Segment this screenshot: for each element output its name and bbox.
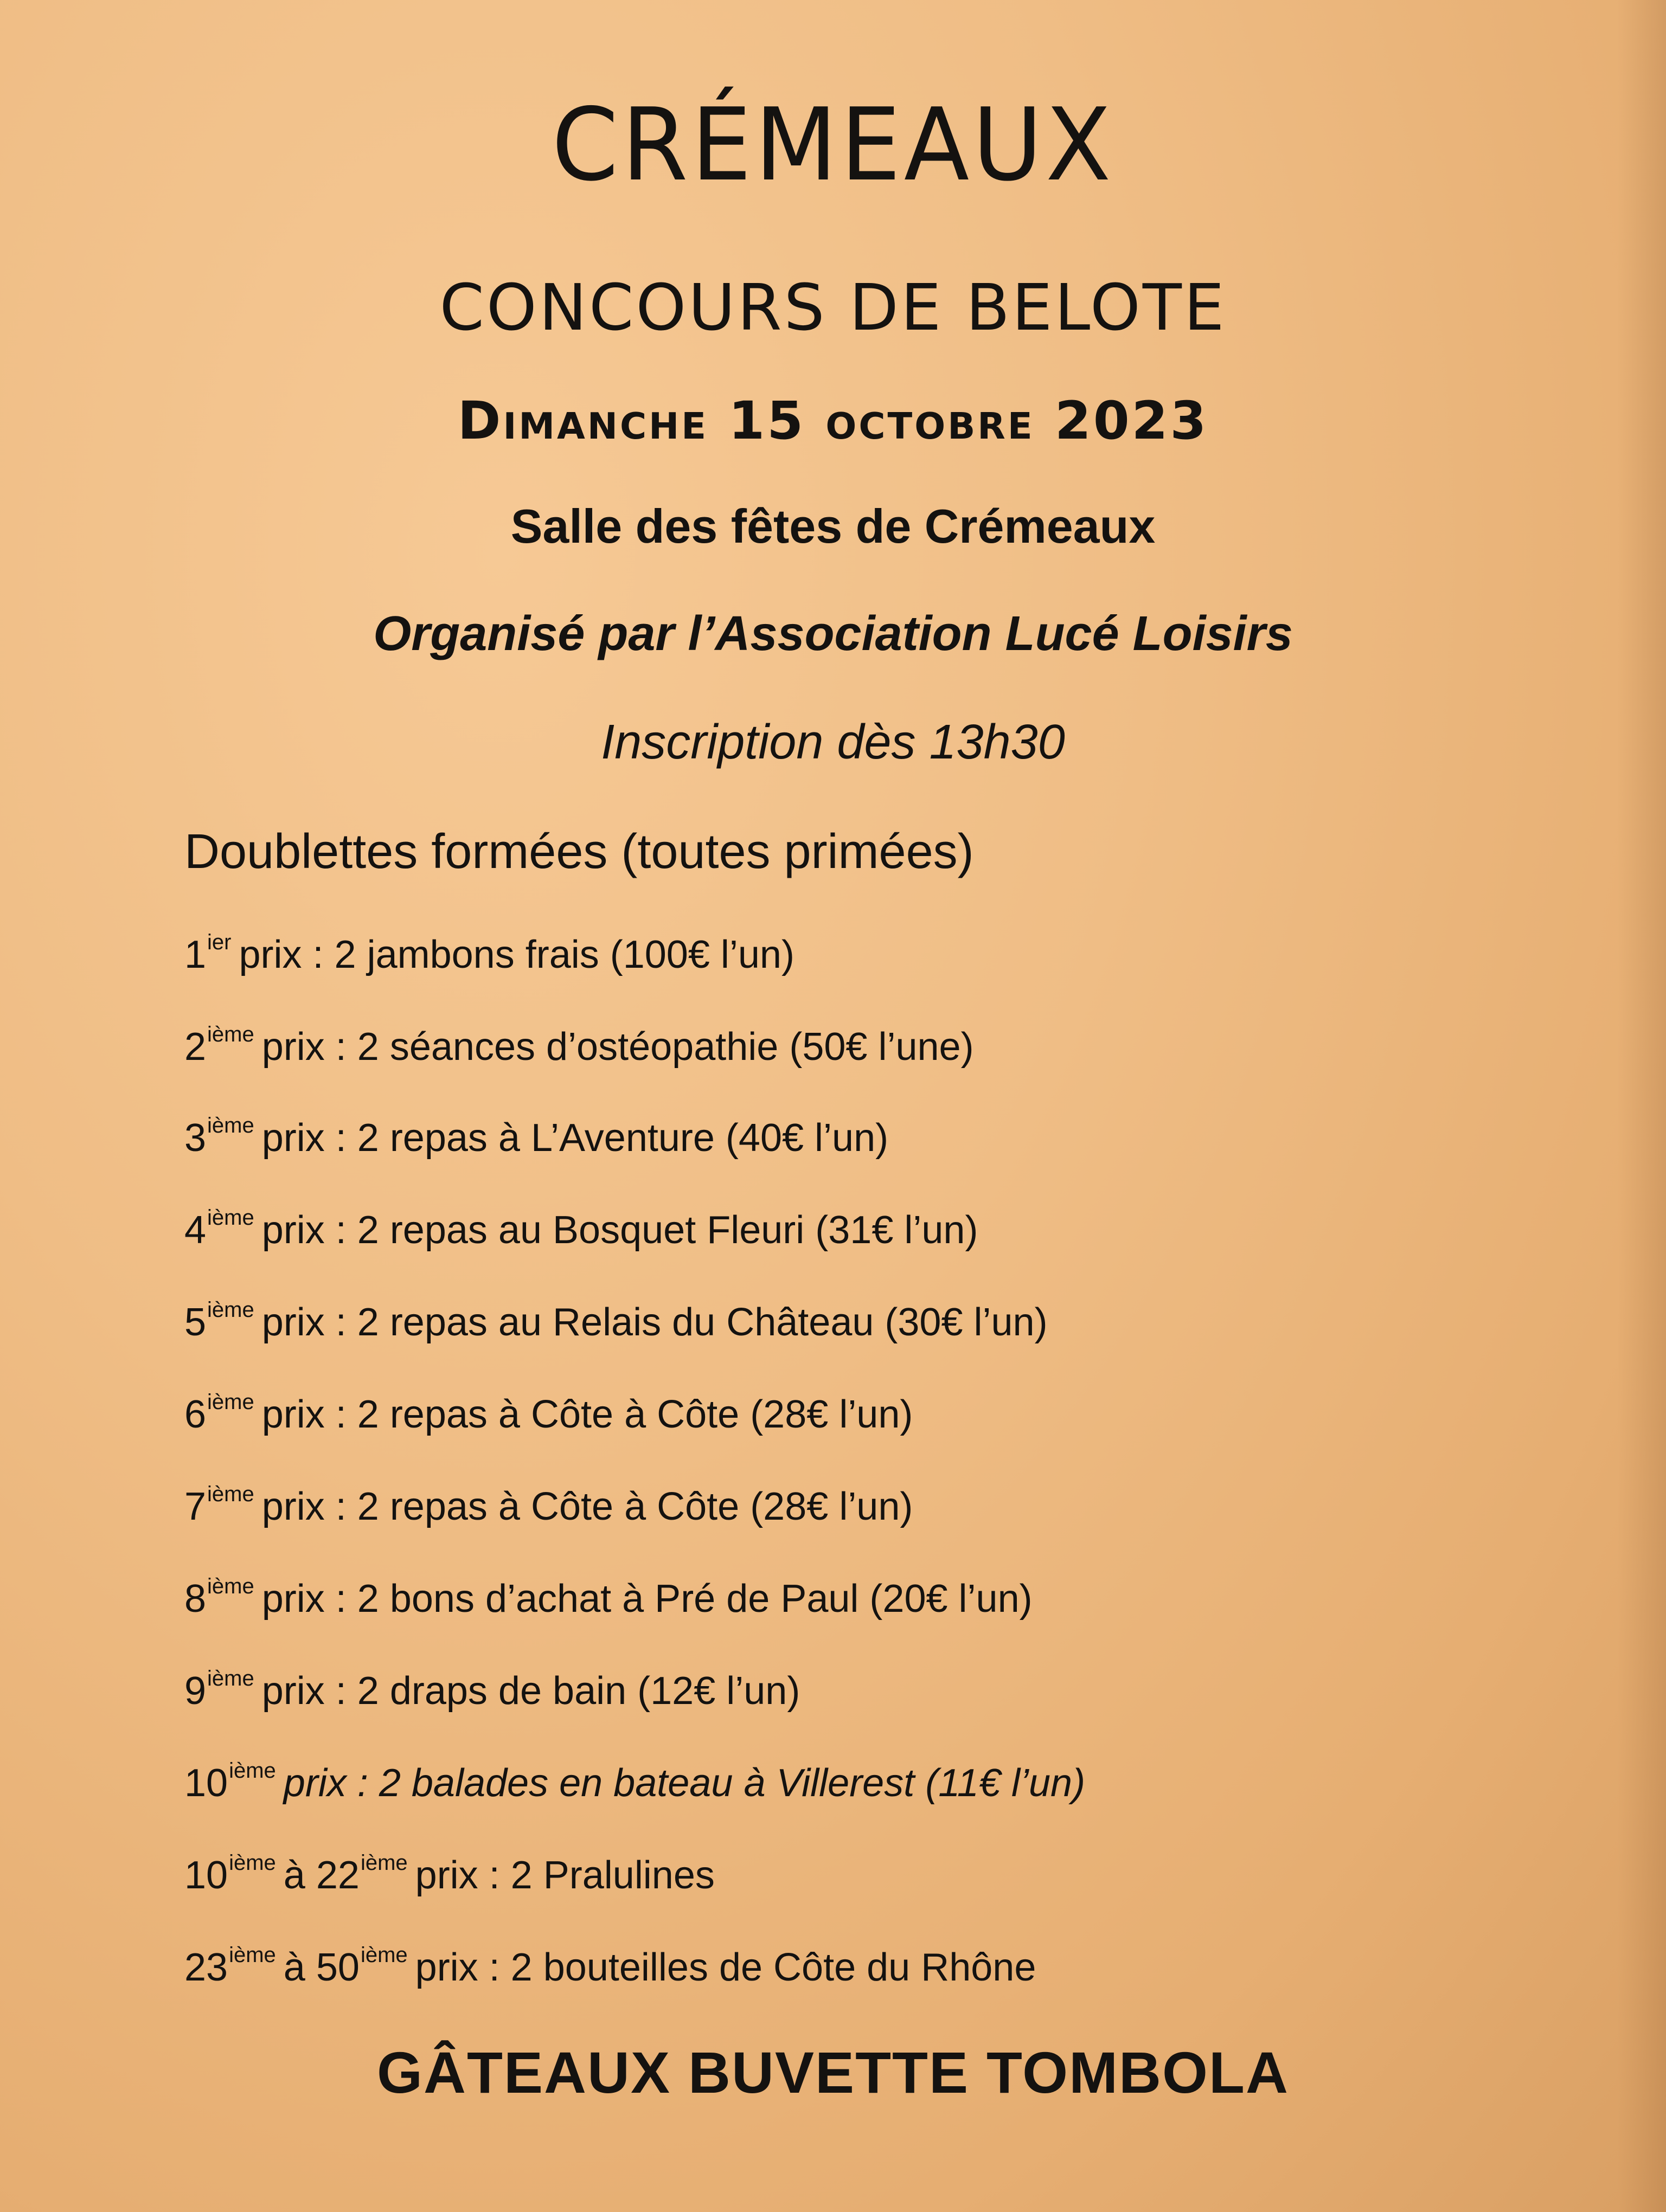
prize-text: prix : 2 jambons frais (100€ l’un): [239, 933, 794, 976]
prize-line: [184, 1206, 978, 1252]
prize-rank: 8: [184, 1577, 207, 1621]
town-title: CRÉMEAUX: [552, 86, 1114, 204]
prize-range-line: [184, 1943, 1036, 1989]
prize-rank-suffix: ième: [207, 1023, 254, 1046]
extras-footer: GÂTEAUX BUVETTE TOMBOLA: [376, 2040, 1290, 2105]
prize-line: [184, 1390, 913, 1436]
prize-rank-suffix: ième: [207, 1482, 254, 1506]
prize-text: prix : 2 draps de bain (12€ l’un): [261, 1669, 800, 1713]
range-to-suffix: ième: [360, 1851, 408, 1875]
prize-rank-suffix: ième: [207, 1667, 254, 1690]
event-title: CONCOURS DE BELOTE: [439, 270, 1227, 345]
registration-time: Inscription dès 13h30: [601, 715, 1065, 769]
range-from: 10: [184, 1854, 228, 1897]
prize-rank-suffix: ième: [229, 1759, 276, 1783]
range-from-suffix: ième: [229, 1851, 276, 1875]
prize-line: [184, 1114, 889, 1160]
prize-text: prix : 2 balades en bateau à Villerest (11€ l’un): [283, 1761, 1086, 1805]
prize-text: prix : 2 séances d’ostéopathie (50€ l’une): [261, 1025, 974, 1069]
prize-rank: 1: [184, 933, 207, 976]
prize-rank-suffix: ième: [207, 1114, 254, 1137]
prize-range-line: [184, 1851, 715, 1897]
prize-rank-suffix: ième: [207, 1298, 254, 1322]
prize-rank: 3: [184, 1116, 207, 1160]
prize-line: [184, 1574, 1033, 1621]
prize-rank-suffix: ième: [207, 1206, 254, 1230]
range-to: 22: [316, 1854, 360, 1897]
event-venue: Salle des fêtes de Crémeaux: [510, 499, 1156, 553]
prize-line: [184, 1298, 1048, 1344]
prize-rank: 7: [184, 1485, 207, 1528]
prize-rank: 10: [184, 1761, 228, 1805]
range-from: 23: [184, 1946, 228, 1989]
prize-rank: 6: [184, 1393, 207, 1436]
range-to: 50: [316, 1946, 360, 1989]
range-to-suffix: ième: [360, 1943, 408, 1967]
prize-line: [184, 1023, 974, 1069]
prize-rank: 9: [184, 1669, 207, 1713]
prize-rank: 2: [184, 1025, 207, 1069]
prize-rank-suffix: ième: [207, 1574, 254, 1598]
prize-line: [184, 1759, 1086, 1805]
prize-rank: 5: [184, 1301, 207, 1344]
range-from-suffix: ième: [229, 1943, 276, 1967]
prize-text: prix : 2 bouteilles de Côte du Rhône: [415, 1946, 1036, 1989]
prize-rank-suffix: ième: [207, 1390, 254, 1414]
prize-text: prix : 2 repas à Côte à Côte (28€ l’un): [261, 1485, 913, 1528]
prize-text: prix : 2 repas au Bosquet Fleuri (31€ l’un): [261, 1208, 978, 1252]
prize-rank-suffix: ier: [207, 930, 232, 954]
prize-line: [184, 930, 794, 976]
prize-text: prix : 2 bons d’achat à Pré de Paul (20€ l’un): [261, 1577, 1033, 1621]
prize-text: prix : 2 repas au Relais du Château (30€ l’un): [261, 1301, 1048, 1344]
prize-text: prix : 2 repas à L’Aventure (40€ l’un): [261, 1116, 889, 1160]
prize-text: prix : 2 repas à Côte à Côte (28€ l’un): [261, 1393, 913, 1436]
prize-rank: 4: [184, 1208, 207, 1252]
prize-line: [184, 1667, 800, 1713]
event-date: Dimanche 15 octobre 2023: [457, 390, 1209, 451]
event-organizer: Organisé par l’Association Lucé Loisirs: [373, 607, 1293, 661]
range-separator: à: [283, 1946, 305, 1989]
game-format: Doublettes formées (toutes primées): [184, 825, 974, 879]
prize-text: prix : 2 Pralulines: [415, 1854, 715, 1897]
range-separator: à: [283, 1854, 305, 1897]
prize-line: [184, 1482, 913, 1528]
